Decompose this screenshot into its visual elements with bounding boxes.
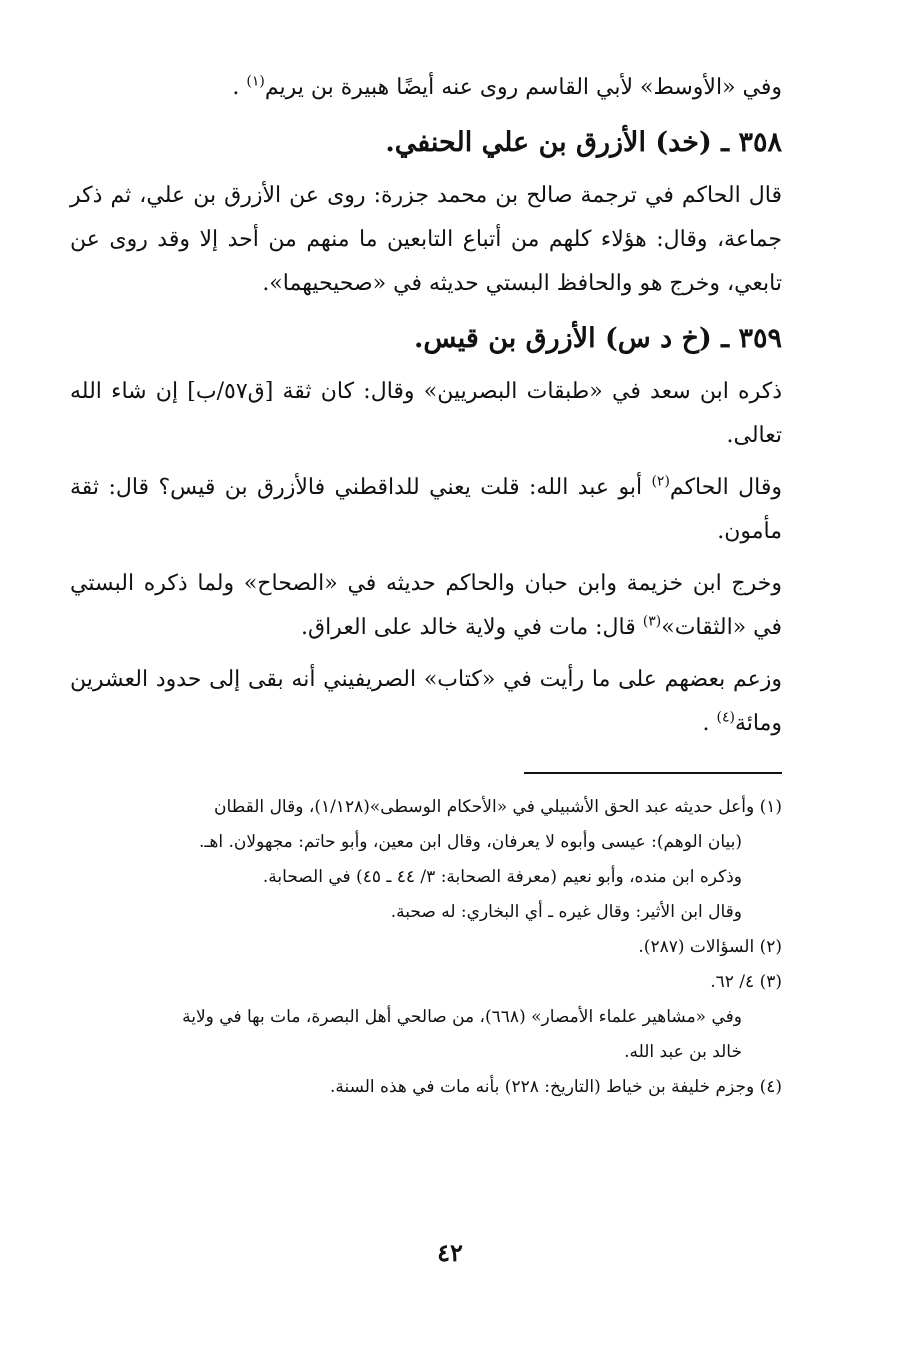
p4-end: . [702, 711, 717, 736]
entry-359-paragraph-3 [70, 562, 782, 650]
footnote-4: (٤) وجزم خليفة بن خياط (التاريخ: ٢٢٨) بأنه مات في هذه السنة. [329, 1077, 782, 1097]
p2-end: أبو عبد الله: قلت يعني للداقطني فالأزرق بن قيس؟ قال: ثقة مأمون. [70, 475, 782, 544]
p3-end: قال: مات في ولاية خالد على العراق. [301, 615, 643, 640]
footnote-separator [524, 772, 782, 774]
footnote-1-line-4: وقال ابن الأثير: وقال غيره ـ أي البخاري: له صحبة. [390, 902, 742, 922]
intro-end: . [232, 75, 247, 100]
footnote-ref-3: (٣) [642, 613, 662, 630]
entry-358-heading: ٣٥٨ ـ (خد) الأزرق بن علي الحنفي. [385, 127, 782, 158]
entry-358-paragraph: قال الحاكم في ترجمة صالح بن محمد جزرة: روى عن الأزرق بن علي، ثم ذكر جماعة، وقال: هؤلاء كلهم من أتباع التابعين ما منهم من أحد إلا وقد روى عن تابعي، وخرج هو والحافظ البستي حديثه في «صحيحيهما». [70, 183, 782, 296]
intro-paragraph [70, 66, 782, 110]
entry-359-paragraph-4 [70, 658, 782, 746]
footnote-1-line-1: (١) وأعل حديثه عبد الحق الأشبيلي في «الأحكام الوسطى»(١/١٢٨)، وقال القطان [214, 797, 782, 817]
footnote-1-line-3: وذكره ابن منده، وأبو نعيم (معرفة الصحابة: ٣/ ٤٤ ـ ٤٥) في الصحابة. [262, 867, 742, 887]
p4-start: وزعم بعضهم على ما رأيت في «كتاب» الصريفيني أنه بقى إلى حدود العشرين ومائة [70, 667, 782, 736]
entry-359-heading: ٣٥٩ ـ (خ د س) الأزرق بن قيس. [413, 323, 782, 354]
footnote-ref-2: (٢) [651, 473, 670, 490]
intro-text: وفي «الأوسط» لأبي القاسم روى عنه أيضًا هبيرة بن يريم [264, 75, 782, 100]
footnote-2: (٢) السؤالات (٢٨٧). [638, 937, 782, 957]
footnote-3: (٣) ٤/ ٦٢. [710, 972, 782, 992]
entry-359-paragraph-2 [70, 466, 782, 554]
footnote-ref-4: (٤) [716, 709, 735, 726]
footnote-ref-1: (١) [246, 73, 265, 90]
footnote-3-line-3: خالد بن عبد الله. [624, 1042, 742, 1062]
p2-start: وقال الحاكم [669, 475, 782, 500]
footnote-1-line-2: (بيان الوهم): عيسى وأبوه لا يعرفان، وقال ابن معين، وأبو حاتم: مجهولان. اهـ. [199, 832, 742, 852]
page-number: ٤٢ [437, 1238, 463, 1267]
entry-359-paragraph-1: ذكره ابن سعد في «طبقات البصريين» وقال: كان ثقة [ق٥٧/ب] إن شاء الله تعالى. [70, 379, 782, 448]
p3-start: وخرج ابن خزيمة وابن حبان والحاكم حديثه في «الصحاح» ولما ذكره البستي في «الثقات» [70, 571, 782, 640]
footnotes [70, 790, 782, 1105]
footnote-3-line-2: وفي «مشاهير علماء الأمصار» (٦٦٨)، من صالحي أهل البصرة، مات بها في ولاية [182, 1007, 742, 1027]
main-text [70, 66, 782, 754]
